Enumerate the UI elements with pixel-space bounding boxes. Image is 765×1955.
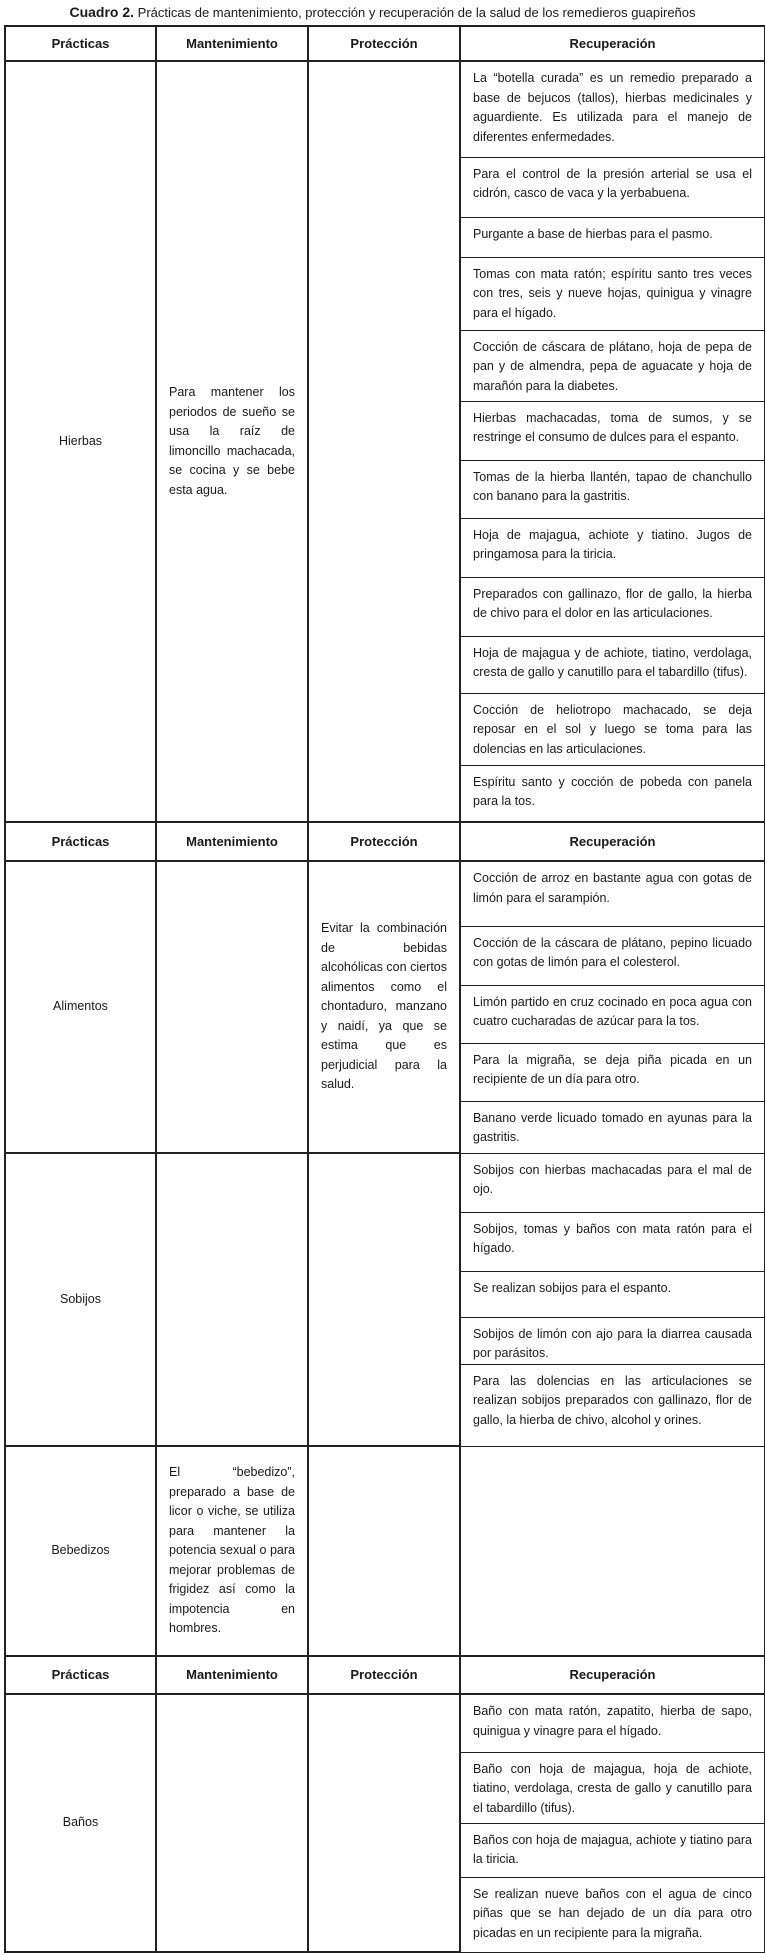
recovery-cell: Hierbas machacadas, toma de sumos, y se restringe el consumo de dulces para el espanto. — [460, 401, 765, 460]
protection-cell — [308, 1446, 460, 1656]
protection-cell: Evitar la combinación de bebidas alcohólicas con ciertos alimentos como el chontaduro, manzano y naidí, ya que se estima que es perjudicial para la salud. — [308, 861, 460, 1153]
recovery-cell: Para la migraña, se deja piña picada en un recipiente de un día para otro. — [460, 1043, 765, 1101]
protection-cell — [308, 1694, 460, 1952]
header-row — [5, 1656, 765, 1694]
maintenance-cell — [156, 1694, 308, 1952]
recovery-cell: Sobijos con hierbas machacadas para el mal de ojo. — [460, 1153, 765, 1212]
column-header-mantenimiento: Mantenimiento — [156, 822, 308, 861]
protection-cell — [308, 1153, 460, 1446]
column-header-practicas: Prácticas — [5, 26, 156, 61]
column-header-practicas: Prácticas — [5, 822, 156, 861]
column-header-recuperacion: Recuperación — [460, 26, 765, 61]
recovery-cell: Se realizan nueve baños con el agua de cinco piñas que se han dejado de un día para otro picadas en un recipiente para la migraña. — [460, 1877, 765, 1952]
header-row — [5, 26, 765, 61]
column-header-mantenimiento: Mantenimiento — [156, 1656, 308, 1694]
caption-label: Cuadro 2. — [69, 4, 135, 20]
caption-text: Prácticas de mantenimiento, protección y recuperación de la salud de los remedieros guapireños — [137, 5, 696, 20]
table-row — [5, 61, 765, 157]
recovery-cell: Baños con hoja de majagua, achiote y tiatino para la tiricia. — [460, 1823, 765, 1877]
table-body — [5, 26, 765, 1952]
recovery-cell: Preparados con gallinazo, flor de gallo, la hierba de chivo para el dolor en las articulaciones. — [460, 577, 765, 636]
recovery-cell: Limón partido en cruz cocinado en poca agua con cuatro cucharadas de azúcar para la tos. — [460, 985, 765, 1043]
maintenance-cell — [156, 861, 308, 1153]
column-header-practicas: Prácticas — [5, 1656, 156, 1694]
column-header-proteccion: Protección — [308, 822, 460, 861]
recovery-cell: Baño con hoja de majagua, hoja de achiote, tiatino, verdolaga, cresta de gallo y canutillo para el tabardillo (tifus). — [460, 1752, 765, 1823]
recovery-cell: La “botella curada” es un remedio preparado a base de bejucos (tallos), hierbas medicinales y aguardiente. Es utilizada para el manejo de diferentes enfermedades. — [460, 61, 765, 157]
column-header-recuperacion: Recuperación — [460, 1656, 765, 1694]
header-row — [5, 822, 765, 861]
practice-cell: Bebedizos — [5, 1446, 156, 1656]
recovery-cell: Espíritu santo y cocción de pobeda con panela para la tos. — [460, 765, 765, 822]
practice-cell: Alimentos — [5, 861, 156, 1153]
recovery-cell: Para el control de la presión arterial se usa el cidrón, casco de vaca y la yerbabuena. — [460, 157, 765, 217]
table-row — [5, 1446, 765, 1656]
recovery-cell: Baño con mata ratón, zapatito, hierba de sapo, quinigua y vinagre para el hígado. — [460, 1694, 765, 1752]
table-row — [5, 1153, 765, 1212]
table-row — [5, 861, 765, 926]
recovery-cell: Cocción de heliotropo machacado, se deja reposar en el sol y luego se toma para las dolencias en las articulaciones. — [460, 693, 765, 765]
recovery-cell: Se realizan sobijos para el espanto. — [460, 1271, 765, 1317]
recovery-cell: Banano verde licuado tomado en ayunas para la gastritis. — [460, 1101, 765, 1153]
recovery-cell: Hoja de majagua y de achiote, tiatino, verdolaga, cresta de gallo y canutillo para el tabardillo (tifus). — [460, 636, 765, 693]
table-caption — [0, 2, 765, 23]
protection-cell — [308, 61, 460, 822]
maintenance-cell: Para mantener los periodos de sueño se usa la raíz de limoncillo machacada, se cocina y se bebe esta agua. — [156, 61, 308, 822]
column-header-proteccion: Protección — [308, 1656, 460, 1694]
recovery-cell: Sobijos, tomas y baños con mata ratón para el hígado. — [460, 1212, 765, 1271]
practice-cell: Hierbas — [5, 61, 156, 822]
practice-cell: Baños — [5, 1694, 156, 1952]
recovery-cell: Tomas con mata ratón; espíritu santo tres veces con tres, seis y nueve hojas, quinigua y vinagre para el hígado. — [460, 257, 765, 330]
maintenance-cell: El “bebedizo”, preparado a base de licor o viche, se utiliza para mantener la potencia sexual o para mejorar problemas de frigidez así como la impotencia en hombres. — [156, 1446, 308, 1656]
recovery-cell: Cocción de la cáscara de plátano, pepino licuado con gotas de limón para el colesterol. — [460, 926, 765, 985]
practices-table — [4, 25, 765, 1953]
recovery-cell: Tomas de la hierba llantén, tapao de chanchullo con banano para la gastritis. — [460, 460, 765, 518]
column-header-recuperacion: Recuperación — [460, 822, 765, 861]
recovery-cell: Cocción de cáscara de plátano, hoja de pepa de pan y de almendra, pepa de aguacate y hoja de marañón para la diabetes. — [460, 330, 765, 401]
recovery-cell — [460, 1446, 765, 1656]
column-header-proteccion: Protección — [308, 26, 460, 61]
recovery-cell: Sobijos de limón con ajo para la diarrea causada por parásitos. — [460, 1317, 765, 1364]
recovery-cell: Cocción de arroz en bastante agua con gotas de limón para el sarampión. — [460, 861, 765, 926]
recovery-cell: Para las dolencias en las articulaciones se realizan sobijos preparados con gallinazo, flor de gallo, la hierba de chivo, alcohol y orines. — [460, 1364, 765, 1446]
recovery-cell: Hoja de majagua, achiote y tiatino. Jugos de pringamosa para la tiricia. — [460, 518, 765, 577]
table-row — [5, 1694, 765, 1752]
practice-cell: Sobijos — [5, 1153, 156, 1446]
maintenance-cell — [156, 1153, 308, 1446]
recovery-cell: Purgante a base de hierbas para el pasmo. — [460, 217, 765, 257]
column-header-mantenimiento: Mantenimiento — [156, 26, 308, 61]
